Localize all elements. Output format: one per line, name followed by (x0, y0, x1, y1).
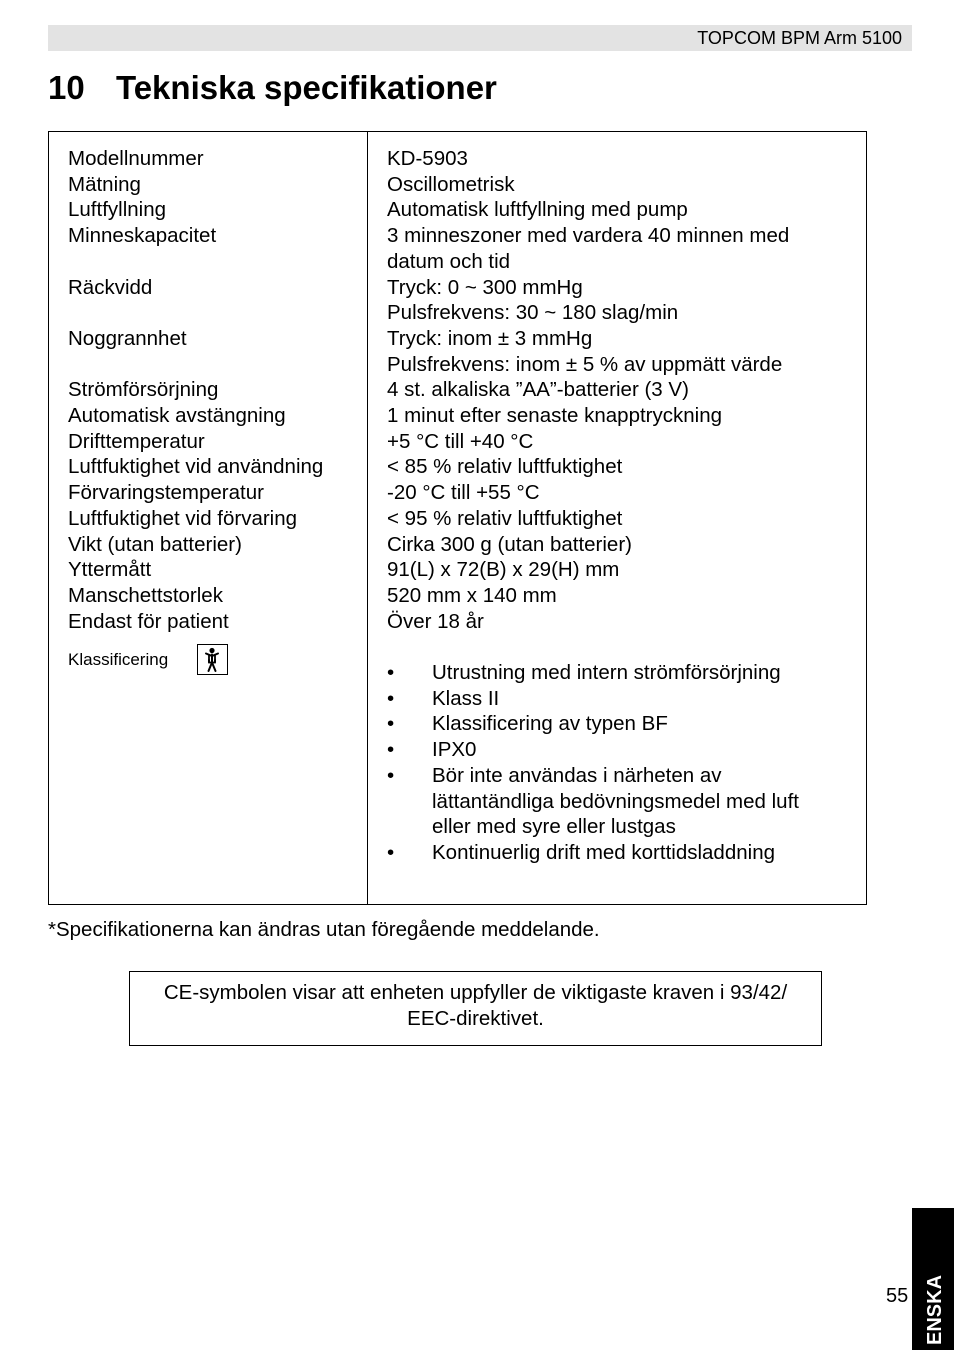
list-item: • Klassificering av typen BF (387, 712, 668, 736)
spec-value: Tryck: inom ± 3 mmHg (387, 326, 593, 350)
classification-row (68, 644, 363, 684)
classification-label: Klassificering (68, 650, 169, 670)
language-tab-label: ENSKA (924, 1274, 946, 1345)
footnote: *Specifikationerna kan ändras utan föregående meddelande. (48, 918, 600, 941)
ce-notice-line: EEC-direktivet. (407, 1007, 544, 1030)
body-figure-icon (198, 645, 226, 673)
type-bf-applied-part-icon (197, 644, 228, 675)
spec-label: Drifttemperatur (68, 429, 205, 453)
spec-value: Oscillometrisk (387, 172, 515, 196)
classification-list (387, 660, 857, 866)
page-title (48, 66, 497, 110)
spec-value: 91(L) x 72(B) x 29(H) mm (387, 558, 620, 582)
spec-value: Pulsfrekvens: 30 ~ 180 slag/min (387, 301, 679, 325)
header-product-name: TOPCOM BPM Arm 5100 (697, 28, 902, 48)
spec-label: Manschettstorlek (68, 583, 223, 607)
spec-value: Tryck: 0 ~ 300 mmHg (387, 275, 583, 299)
bullet-icon: • (387, 763, 395, 787)
bullet-icon: • (387, 840, 395, 864)
spec-label: Räckvidd (68, 275, 153, 299)
spec-label: Luftfuktighet vid användning (68, 455, 324, 479)
spec-value: < 95 % relativ luftfuktighet (387, 506, 623, 530)
spec-label: Minneskapacitet (68, 224, 217, 248)
spec-label: Mätning (68, 172, 141, 196)
spec-labels-column (68, 146, 363, 684)
spec-label: Vikt (utan batterier) (68, 532, 242, 556)
spec-label: Strömförsörjning (68, 378, 219, 402)
ce-notice-box (129, 971, 822, 1046)
header-bar (48, 25, 912, 51)
list-item: • Klass II (387, 686, 500, 710)
spec-value: KD-5903 (387, 147, 468, 170)
spec-label: Luftfyllning (68, 198, 167, 222)
page-number: 55 (886, 1285, 909, 1307)
list-item: • Bör inte användas i närheten av lättantändliga bedövningsmedel med luft eller med syre eller lustgas (387, 763, 799, 839)
spec-value: < 85 % relativ luftfuktighet (387, 455, 623, 479)
list-item: • Kontinuerlig drift med korttidsladdning (387, 840, 775, 864)
bullet-icon: • (387, 712, 395, 736)
spec-value: Pulsfrekvens: inom ± 5 % av uppmätt värde (387, 352, 783, 376)
spec-value: 4 st. alkaliska ”AA”-batterier (3 V) (387, 378, 689, 402)
spec-label: Modellnummer (68, 147, 204, 170)
spec-table (48, 131, 867, 905)
bullet-icon: • (387, 686, 395, 710)
spec-value: +5 °C till +40 °C (387, 429, 534, 453)
list-item: • Utrustning med intern strömförsörjning (387, 661, 781, 685)
spec-value: Cirka 300 g (utan batterier) (387, 532, 632, 556)
spec-label: Endast för patient (68, 609, 229, 633)
spec-label: Noggrannhet (68, 326, 187, 350)
section-number: 10 (48, 69, 85, 106)
spec-values-column (387, 146, 857, 866)
section-title: Tekniska specifikationer (116, 69, 497, 106)
spec-value: Över 18 år (387, 609, 484, 633)
table-divider (367, 132, 368, 904)
spec-label: Yttermått (68, 558, 152, 582)
spec-value: -20 °C till +55 °C (387, 481, 540, 505)
spec-value: 3 minneszoner med vardera 40 minnen med (387, 224, 790, 248)
list-item: • IPX0 (387, 738, 477, 762)
spec-label: Förvaringstemperatur (68, 481, 264, 505)
spec-label: Automatisk avstängning (68, 403, 286, 427)
spec-value: datum och tid (387, 249, 511, 273)
spec-value: 520 mm x 140 mm (387, 583, 557, 607)
spec-value: Automatisk luftfyllning med pump (387, 198, 688, 222)
spec-label: Luftfuktighet vid förvaring (68, 506, 298, 530)
bullet-icon: • (387, 738, 395, 762)
bullet-icon: • (387, 661, 395, 685)
ce-notice-line: CE-symbolen visar att enheten uppfyller de viktigaste kraven i 93/42/ (163, 981, 788, 1004)
spec-value: 1 minut efter senaste knapptryckning (387, 404, 723, 428)
